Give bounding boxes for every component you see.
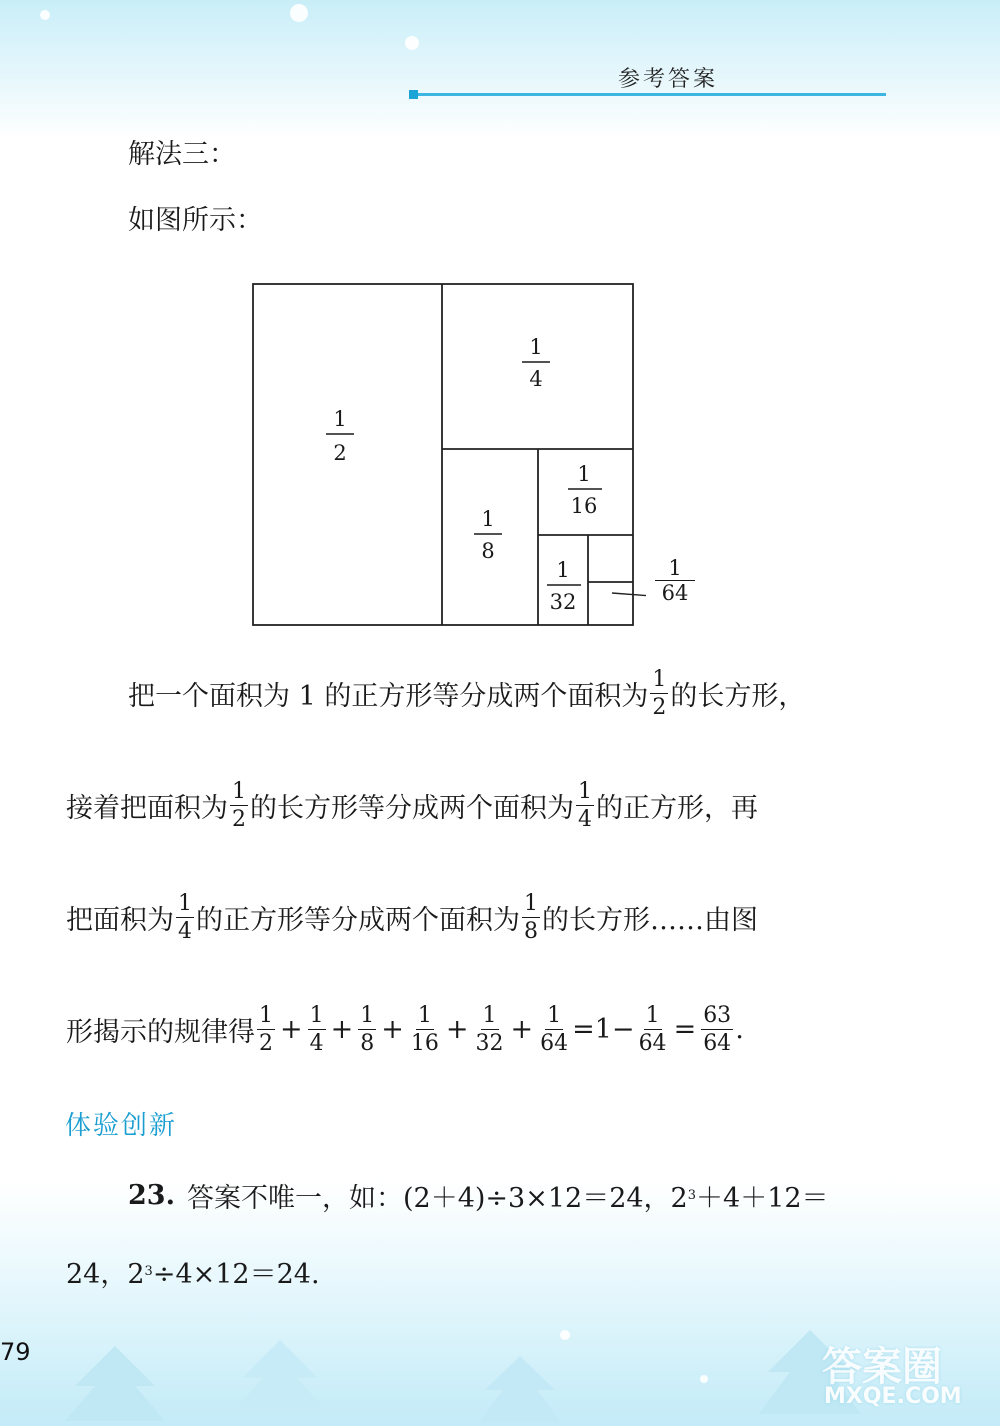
p3-text-a: 把面积为 bbox=[66, 905, 174, 937]
fraction-quarter: $\frac{1}{4}$ bbox=[309, 1003, 324, 1057]
exponent: 3 bbox=[144, 1264, 153, 1279]
fraction-half: $\frac{1}{2}$ bbox=[259, 1003, 273, 1057]
paragraph-line-4: 形揭示的规律得 $\frac{1}{2}$ + $\frac{1}{4}$ + $\frac{1}{8}$ + $\frac{1}{16}$ + $\frac{1}{32}$ + $\frac{1}{64}$ =1− $\frac{1}{64}$ = $\frac{63}{64}$ . bbox=[66, 1003, 744, 1057]
paragraph-line-2 bbox=[66, 780, 758, 831]
p4-text-a: 形揭示的规律得 bbox=[66, 1017, 255, 1049]
problem-23-text: 答案不唯一，如：(2＋4)÷3×12＝24，2 bbox=[186, 1183, 688, 1214]
paragraph-line-1 bbox=[128, 668, 805, 719]
header-rule bbox=[418, 93, 886, 96]
problem-number: 23. bbox=[128, 1180, 175, 1211]
p2-text-a: 接着把面积为 bbox=[66, 793, 228, 825]
snowflake-decoration bbox=[290, 4, 308, 22]
label-32nd-den: 32 bbox=[549, 590, 577, 614]
label-quarter-num: 1 bbox=[529, 335, 543, 359]
paragraph-line-3 bbox=[66, 892, 758, 943]
fraction-64th: $\frac{1}{64}$ bbox=[540, 1003, 569, 1057]
label-64th-den-text: 64 bbox=[661, 581, 689, 605]
fraction-half: $\frac{1}{2}$ bbox=[232, 779, 246, 833]
label-64th bbox=[655, 556, 695, 605]
fraction-result: $\frac{63}{64}$ bbox=[703, 1003, 732, 1057]
label-32nd-num: 1 bbox=[556, 558, 570, 582]
p1-text-a: 把一个面积为 1 的正方形等分成两个面积为 bbox=[128, 681, 649, 713]
snowflake-decoration bbox=[560, 1330, 570, 1340]
watermark-url: MXQE.COM bbox=[824, 1384, 962, 1409]
method-title: 解法三： bbox=[128, 139, 236, 170]
p1-text-b: 的长方形， bbox=[670, 681, 806, 713]
figure-intro: 如图所示： bbox=[128, 205, 263, 236]
fraction-quarter: $\frac{1}{4}$ bbox=[578, 779, 592, 833]
label-sixteenth-num: 1 bbox=[577, 462, 591, 486]
problem-23-text-end: ＋4＋12＝ bbox=[696, 1183, 829, 1214]
label-eighth-den: 8 bbox=[481, 539, 495, 563]
label-half-den: 2 bbox=[333, 441, 347, 465]
problem-23-line-1 bbox=[128, 1176, 829, 1215]
label-sixteenth-den: 16 bbox=[570, 494, 598, 518]
p3-text-c: 的长方形……由图 bbox=[542, 905, 758, 937]
label-half-num: 1 bbox=[333, 407, 347, 431]
label-64th-num-text: 1 bbox=[668, 556, 682, 580]
snowflake-decoration bbox=[700, 1375, 708, 1383]
section-title: 体验创新 bbox=[65, 1111, 178, 1141]
tree-decoration bbox=[60, 1346, 170, 1426]
label-quarter-den: 4 bbox=[529, 367, 543, 391]
p4-equals: =1− bbox=[572, 1014, 635, 1046]
tree-decoration bbox=[475, 1356, 565, 1426]
watermark-logo: 答案圈 bbox=[822, 1344, 942, 1390]
p3-text-b: 的正方形等分成两个面积为 bbox=[196, 905, 520, 937]
p4-end: . bbox=[735, 1014, 744, 1046]
fraction-half: $\frac{1}{2}$ bbox=[652, 667, 667, 721]
fraction-eighth: $\frac{1}{8}$ bbox=[360, 1003, 375, 1057]
fraction-64th: $\frac{1}{64}$ bbox=[638, 1003, 667, 1057]
page-number: 79 bbox=[0, 1338, 31, 1366]
fraction-sixteenth: $\frac{1}{16}$ bbox=[410, 1003, 439, 1057]
fraction-32nd: $\frac{1}{32}$ bbox=[475, 1003, 504, 1057]
problem-23-line2-b: ÷4×12＝24. bbox=[152, 1259, 320, 1290]
problem-23-line2-a: 24，2 bbox=[66, 1259, 145, 1290]
header-marker bbox=[409, 90, 418, 99]
tree-decoration bbox=[230, 1340, 330, 1420]
header-background bbox=[0, 0, 1000, 140]
problem-23-line-2 bbox=[66, 1252, 320, 1291]
snowflake-decoration bbox=[40, 10, 50, 20]
header-title: 参考答案 bbox=[618, 67, 719, 92]
fraction-eighth: $\frac{1}{8}$ bbox=[524, 891, 538, 945]
p2-text-b: 的长方形等分成两个面积为 bbox=[250, 793, 574, 825]
label-eighth-num: 1 bbox=[481, 507, 495, 531]
snowflake-decoration bbox=[405, 36, 419, 50]
exponent: 3 bbox=[687, 1188, 697, 1203]
fraction-figure bbox=[246, 278, 646, 628]
p2-text-c: 的正方形，再 bbox=[596, 793, 758, 825]
fraction-quarter: $\frac{1}{4}$ bbox=[178, 891, 192, 945]
